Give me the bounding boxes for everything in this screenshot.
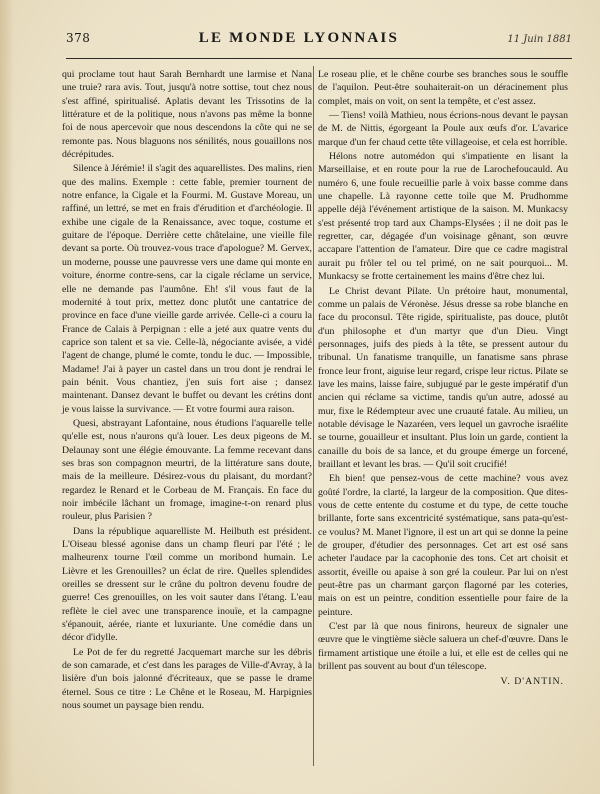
paragraph: C'est par là que nous finirons, heureux de signaler une œuvre que le vingtième siècle saluera un chef-d'œuvre. Dans le firmament artistique une étoile a lui, et elle est de celles qui ne brillent pas souvent au bout d'un télescope. xyxy=(318,621,568,673)
paragraph: Dans la république aquarelliste M. Heilbuth est président. L'Oiseau blessé agonise dans un champ fleuri par l'été ; le malheurenx tourne l'œil comme un moribond humain. Le Lièvre et les Grenouilles? un éclat de rire. Quelles splendides oreilles se dressent sur le crâne du poltron devenu foudre de guerre! Ces grenouilles, on les voit sauter dans l'étang. L'eau reflète le ciel avec une transparence inouïe, et la campagne s'épanouit, aérée, riante et luxuriante. Une comédie dans un décor d'idylle. xyxy=(62,525,312,644)
paragraph: Le Christ devant Pilate. Un prétoire haut, monumental, comme un palais de Véronèse. Jésus dresse sa robe blanche en face du proconsul. Tête rigide, spiritualiste, pas douce, plutôt d'un philosophe et d'un martyr que d'un Dieu. Vingt personnages, juifs des pieds à la tête, se pressent autour du tribunal. Un fanatisme tranquille, un fanatisme sans phrase fronce leur front, aiguise leur regard, crispe leur rictus. Pilate se lave les mains, laisse faire, subjugué par le geste impératif d'un ancien qui réclame sa victime, tandis qu'un autre, adossé au mur, fixe le Rédempteur avec une cruauté fatale. Au milieu, un notable dévisage le Nazaréen, vers lequel un gavroche israélite se tourne, gouailleur et insultant. Plus loin un garde, contient la canaille du bois de sa lance, et du groupe émerge un forcené, braillant et levant les bras. — Qu'il soit crucifié! xyxy=(318,285,568,470)
paragraph: Silence à Jérémie! il s'agit des aquarellistes. Des malins, rien que des malins. Exemple : cette fable, premier tournent de notre enfance, la Cigale et la Fourmi. M. Gustave Moreau, un raffiné, un lettré, se met en frais d'érudition et d'archéologie. Il exhibe une cigale de la Renaissance, avec toque, costume et guitare de l'époque. Derrière cette châtelaine, une vieille file devant sa porte. Où trouvez-vous trace d'apologue? M. Gervex, un moderne, pousse une pauvresse vers une dame qui monte en voiture, énorme contre-sens, car la cigale réclame un service, elle ne demande pas l'aumône. Eh! s'il vous faut de la modernité à tout prix, mettez donc plutôt une cantatrice de province en face d'une vieille garde arrivée. Celle-ci a couru la France de Calais à Perpignan : elle a jeté aux quatre vents du caprice son talent et sa vie. Celle-là, négociante avisée, a vidé l'agent de change, plumé le comte, tondu le duc. — Impossible, Madame! J'ai à payer un castel dans un trou dont je rendrai le pain bénit. Vous chantiez, j'en suis fort aise ; dansez maintenant. Dansez devant le buffet ou devant les crétins dont je vous laisse la survivance. — Et votre fourmi aura raison. xyxy=(62,163,312,415)
journal-title: LE MONDE LYONNAIS xyxy=(198,30,399,46)
issue-date: 11 Juin 1881 xyxy=(507,34,572,45)
page-number: 378 xyxy=(66,31,91,45)
paragraph: Hélons notre automédon qui s'impatiente en lisant la Marseillaise, et en route pour la rue de Larochefoucauld. Au numéro 6, une foule recueillie parle à voix basse comme dans une chapelle. Là rayonne cette toile que M. Prudhomme appelle déjà l'événement artistique de la saison. M. Munkacsy s'est présenté trop tard aux Champs-Elysées ; il ne doit pas le regretter, car, dégagée d'un voisinage gênant, son œuvre accapare l'attention de l'amateur. Dire que ce cadre magistral aurait pu frôler tel ou tel primé, on ne sait pourquoi... M. Munkacsy se frotte certainement les mains d'être chez lui. xyxy=(318,151,568,283)
column-divider xyxy=(313,66,314,766)
paragraph: Le roseau plie, et le chêne courbe ses branches sous le souffle de l'aquilon. Peut-être souhaiterait-on un déracinement plus complet, mais on voit, on sent la tempête, et c'est assez. xyxy=(318,69,568,107)
header-rule xyxy=(66,58,572,59)
paragraph: Eh bien! que pensez-vous de cette machine? vous avez goûté l'ordre, la clarté, la largeur de la composition. Que dites-vous de cette entente du costume et du type, de cette touche brillante, forte sans excentricité systématique, sans pata-qu'est-ce voulus? M. Manet l'ignore, il est un art qui se donne la peine de grouper, d'étudier des personnages. Cet art est osé sans acheter l'audace par la cacophonie des tons. Cet art choisit et assortit, éveille ou apaise à son gré la couleur. Par lui on n'est peut-être pas un charmant garçon flagorné par les coteries, mais on est un peintre, condition essentielle pour faire de la peinture. xyxy=(318,473,568,618)
paragraph: Le Pot de fer du regretté Jacquemart marche sur les débris de son camarade, et c'est dans les parages de Ville-d'Avray, à la lisière d'un bois jalonné d'écriteaux, que se passe le drame éternel. Sous ce titre : Le Chêne et le Roseau, M. Harpignies nous soumet un paysage bien rendu. xyxy=(62,646,312,712)
right-column xyxy=(318,68,568,689)
left-column xyxy=(62,68,312,714)
paragraph: qui proclame tout haut Sarah Bernhardt une larmise et Nana une truie? rara avis. Tout, jusqu'à notre sottise, tout chez nous s'est affiné, spiritualisé. Aplatis devant les Trissotins de la littérature et de la politique, nous n'avons pas même la bonne foi de nous apercevoir que nous descendons la côte qui ne se remonte pas. Nous blaguons nos sénilités, nous gouaillons nos décrépitudes. xyxy=(62,69,312,161)
paragraph: — Tiens! voilà Mathieu, nous écrions-nous devant le paysan de M. de Nittis, égorgeant la Poule aux œufs d'or. L'avarice marque d'un fer chaud cette tête villageoise, et cela est horrible. xyxy=(318,110,568,148)
paragraph: Quesi, abstrayant Lafontaine, nous étudions l'aquarelle telle qu'elle est, nous n'aurons qu'à louer. Les deux pigeons de M. Delaunay sont une élégie émouvante. La femme recevant dans ses bras son compagnon meurtri, de la littérature sans doute, mais de la meilleure. Désirez-vous du plaisant, du mordant? regardez le Renard et le Corbeau de M. Français. En face du noir imbécile lâchant un fromage, imagine-t-on renard plus rouleur, plus Parisien ? xyxy=(62,417,312,523)
author-signature: V. D'ANTIN. xyxy=(500,676,564,688)
page-header xyxy=(66,30,572,54)
